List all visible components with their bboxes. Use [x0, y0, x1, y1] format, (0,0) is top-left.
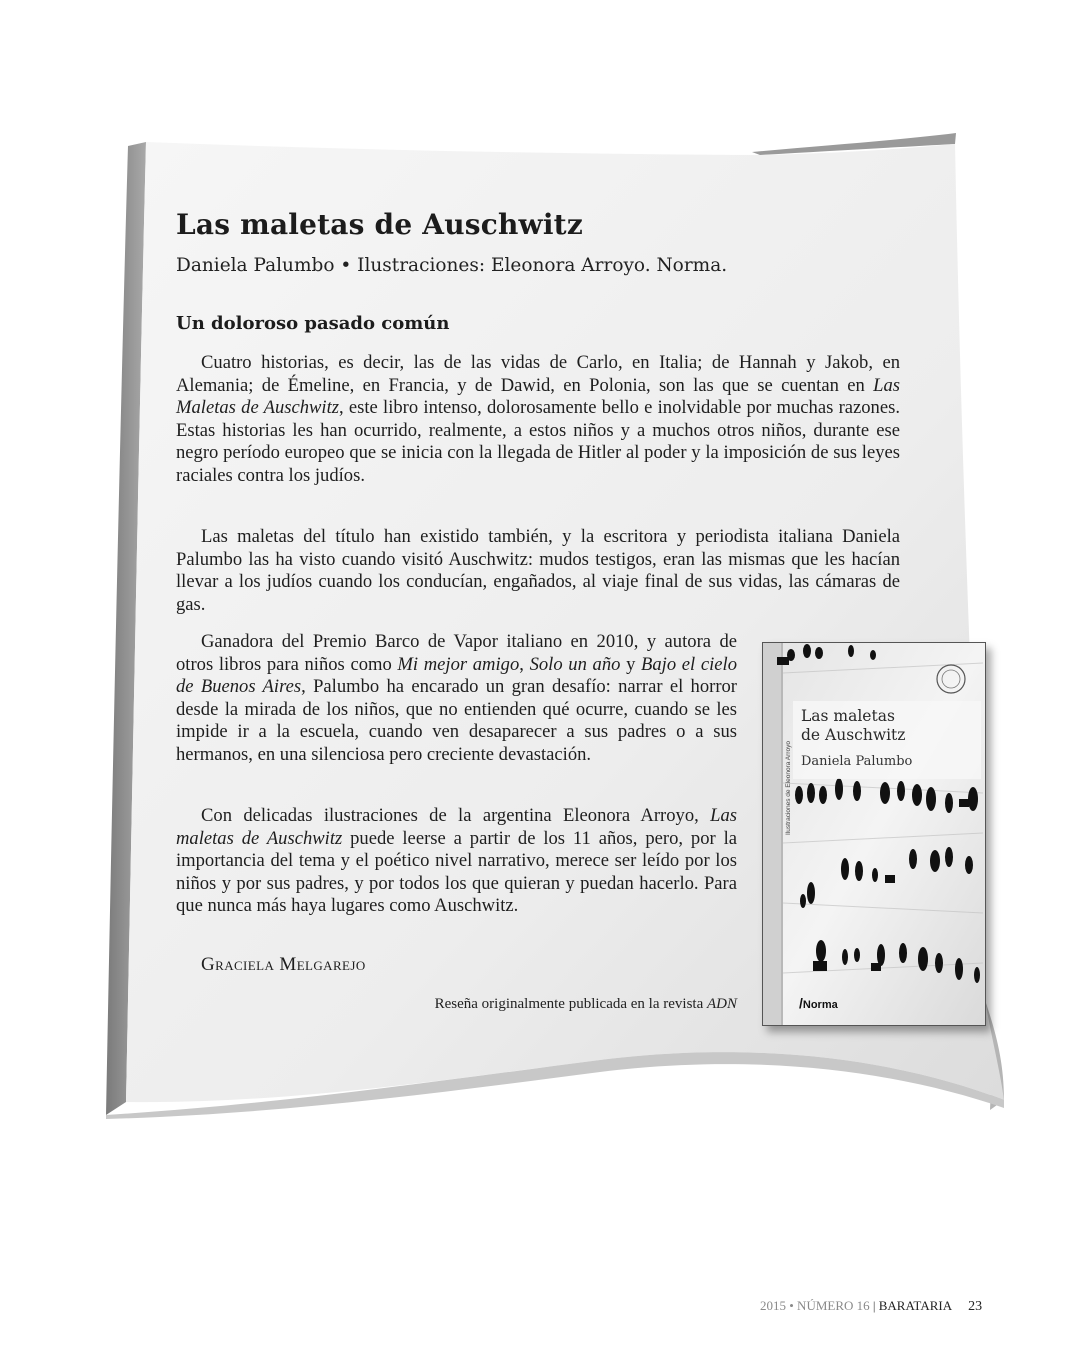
paragraph-3-text-b: , — [519, 653, 530, 675]
paragraph-1-text-b: , este libro intenso, dolorosamente bello e inolvidable por muchas razones. Estas historias les han ocurrido, realmente, a estos niños y a muchos otros niños, durante ese negro período europeo que se inicia con la llegada de Hitler al poder y la imposición de sus leyes raciales contra los judíos. — [176, 397, 900, 486]
section-title: Un doloroso pasado común — [176, 313, 450, 334]
paragraph-3-text-c: y — [620, 653, 642, 675]
paragraph-3-text-a: Ganadora del Premio Barco de Vapor italiano en 2010, y autora de otros libros para niños como — [176, 631, 737, 675]
cover-title-line-2: de Auschwitz — [801, 726, 906, 744]
cover-title — [801, 707, 981, 745]
review-title: Las maletas de Auschwitz — [176, 208, 583, 241]
paragraph-1 — [176, 352, 900, 488]
book-cover-image — [762, 642, 986, 1026]
cover-spine-credit: Ilustraciones de Eleonora Arroyo — [785, 741, 792, 835]
publication-note-magazine: ADN — [707, 996, 737, 1012]
publication-note — [176, 996, 737, 1013]
page-footer — [760, 1298, 1010, 1315]
cover-publisher-logo: /Norma — [799, 995, 838, 1011]
cover-publisher-name: Norma — [802, 999, 838, 1011]
paragraph-3 — [176, 631, 737, 767]
paragraph-1-text-a: Cuatro historias, es decir, las de las vidas de Carlo, en Italia; de Hannah y Jakob, en Alemania; de Émeline, en Francia, y de Dawid, en Polonia, son las que se cuentan en — [176, 352, 900, 396]
paragraph-4-book-title: Las maletas de Auschwitz — [176, 805, 737, 849]
paragraph-4-text-b: puede leerse a partir de los 11 años, pero, por la importancia del tema y el poético nivel narrativo, merece ser leído por los niños y por sus padres, y por todos los que quieran y puedan hacerlo. Para que nunca más haya lugares como Auschwitz. — [176, 827, 737, 917]
cover-title-line-1: Las maletas — [801, 707, 895, 725]
page-number: 23 — [968, 1299, 983, 1314]
footer-separator: | — [869, 1298, 879, 1313]
cover-author: Daniela Palumbo — [801, 754, 913, 769]
paragraph-4-text-a: Con delicadas ilustraciones de la argentina Eleonora Arroyo, — [201, 805, 711, 826]
paragraph-3-book-3: Bajo el cielo de Buenos Aires — [176, 653, 738, 698]
paragraph-3-book-2: Solo un año — [529, 653, 621, 675]
footer-magazine: BARATARIA — [878, 1298, 953, 1313]
author-signature: Graciela Melgarejo — [201, 954, 366, 975]
paragraph-3-book-1: Mi mejor amigo — [397, 653, 520, 675]
footer-issue: 2015 • NÚMERO 16 — [760, 1298, 870, 1313]
paragraph-4 — [176, 805, 737, 918]
paragraph-3-text-d: , Palumbo ha encarado un gran desafío: narrar el horror desde la mirada de los niños, que no entienden qué ocurre, cuando se les impide ir a la escuela, cuando ven desaparecer a sus padres o a sus hermanos, en una silenciosa pero creciente devastación. — [176, 676, 738, 765]
review-subtitle: Daniela Palumbo • Ilustraciones: Eleonora Arroyo. Norma. — [176, 255, 728, 276]
publication-note-text: Reseña originalmente publicada en la revista — [434, 996, 707, 1012]
paragraph-2: Las maletas del título han existido también, y la escritora y periodista italiana Daniela Palumbo las ha visto cuando visitó Auschwitz: mudos testigos, eran las mismas que les hacían llevar a los judíos cuando los conducían, engañados, al viaje final de sus vidas, las cámaras de gas. — [176, 526, 900, 615]
paragraph-1-book-title: Las Maletas de Auschwitz — [176, 374, 900, 419]
cover-illustration — [763, 643, 985, 1025]
